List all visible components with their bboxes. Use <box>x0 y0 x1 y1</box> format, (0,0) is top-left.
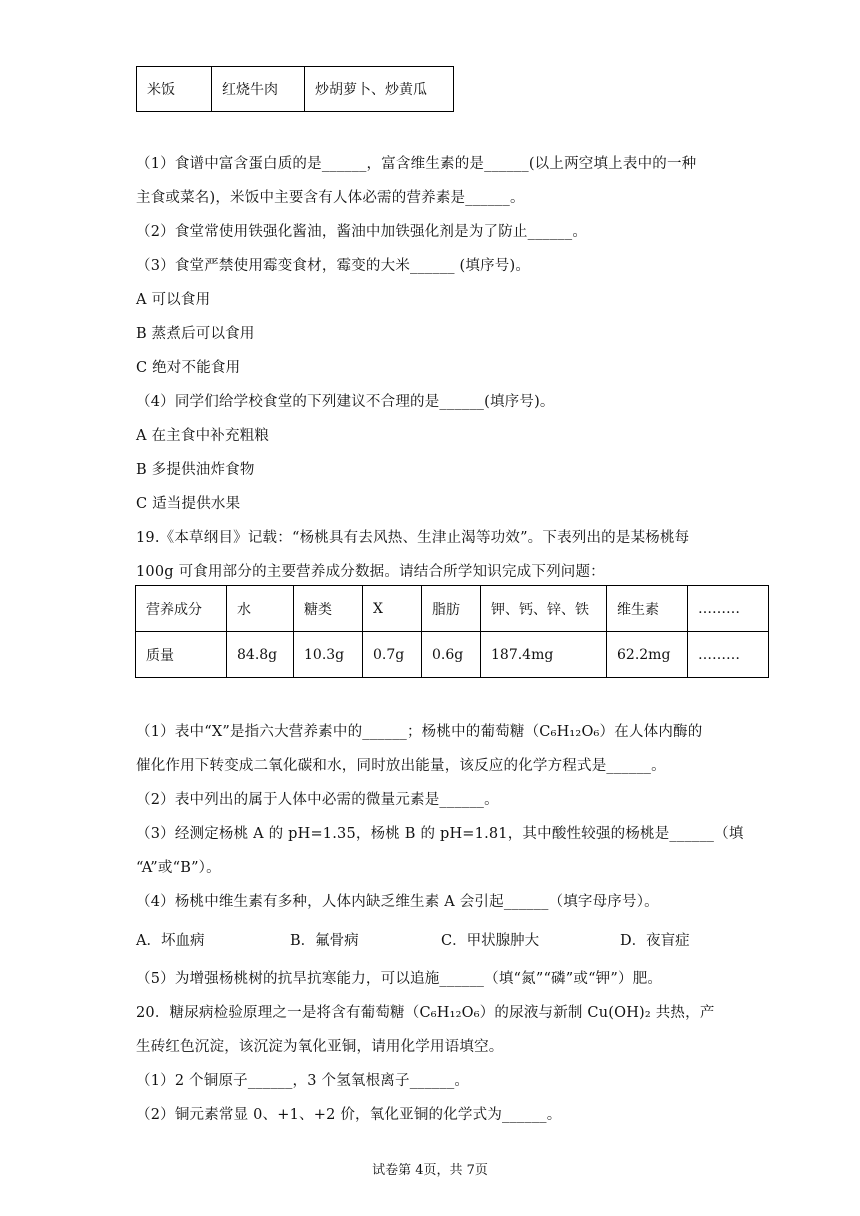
table-cell: 62.2mg <box>607 632 688 678</box>
table-cell: ……… <box>688 632 769 678</box>
q18-4-option-b: B 多提供油炸食物 <box>136 462 255 478</box>
q20-stem-line2: 生砖红色沉淀，该沉淀为氧化亚铜，请用化学用语填空。 <box>136 1039 504 1055</box>
table-cell: ……… <box>688 586 769 632</box>
table-cell: 脂肪 <box>422 586 481 632</box>
table-cell: 钾、钙、锌、铁 <box>481 586 607 632</box>
q18-4-option-a: A 在主食中补充粗粮 <box>136 428 270 444</box>
q18-4: （4）同学们给学校食堂的下列建议不合理的是______(填序号)。 <box>136 394 555 410</box>
q19-1-line2: 催化作用下转变成二氧化碳和水，同时放出能量，该反应的化学方程式是______。 <box>136 758 666 774</box>
table-cell: 84.8g <box>227 632 294 678</box>
q19-1-line1: （1）表中“X”是指六大营养素中的______；杨桃中的葡萄糖（C₆H₁₂O₆）在人体内酶的 <box>136 724 703 740</box>
q20-1: （1）2 个铜原子______，3 个氢氧根离子______。 <box>136 1073 470 1089</box>
q20-2: （2）铜元素常显 0、+1、+2 价，氧化亚铜的化学式为______。 <box>136 1107 562 1123</box>
q19-5: （5）为增强杨桃树的抗旱抗寒能力，可以追施______（填“氮”“磷”或“钾”）肥。 <box>136 971 663 987</box>
table-cell: 红烧牛肉 <box>212 67 305 112</box>
table-cell: 187.4mg <box>481 632 607 678</box>
q20-stem-line1: 20．糖尿病检验原理之一是将含有葡萄糖（C₆H₁₂O₆）的尿液与新制 Cu(OH)₂ 共热，产 <box>136 1005 715 1021</box>
table-cell: 0.7g <box>363 632 422 678</box>
q18-1-line2: 主食或菜名)，米饭中主要含有人体必需的营养素是______。 <box>136 190 525 206</box>
table-cell: X <box>363 586 422 632</box>
q19-stem-line2: 100g 可食用部分的主要营养成分数据。请结合所学知识完成下列问题： <box>136 564 605 580</box>
table-row <box>136 586 769 632</box>
q19-4: （4）杨桃中维生素有多种，人体内缺乏维生素 A 会引起______（填字母序号）。 <box>136 894 659 910</box>
table-cell: 质量 <box>136 632 227 678</box>
q19-3-line2: “A”或“B”）。 <box>136 860 221 876</box>
table-row <box>137 67 454 112</box>
table-cell: 米饭 <box>137 67 212 112</box>
table-cell: 10.3g <box>294 632 363 678</box>
q19-2: （2）表中列出的属于人体中必需的微量元素是______。 <box>136 792 499 808</box>
table-cell: 炒胡萝卜、炒黄瓜 <box>305 67 454 112</box>
table-cell: 0.6g <box>422 632 481 678</box>
table-row <box>136 632 769 678</box>
menu-table <box>136 66 454 112</box>
q19-3-line1: （3）经测定杨桃 A 的 pH=1.35，杨桃 B 的 pH=1.81，其中酸性较强的杨桃是______（填 <box>136 826 744 842</box>
table-cell: 水 <box>227 586 294 632</box>
q19-4-option-a: A．坏血病 <box>136 933 205 949</box>
table-cell: 糖类 <box>294 586 363 632</box>
q18-4-option-c: C 适当提供水果 <box>136 496 241 512</box>
page-footer: 试卷第 4页，共 7页 <box>372 1163 488 1178</box>
q18-3-option-a: A 可以食用 <box>136 292 211 308</box>
q18-2: （2）食堂常使用铁强化酱油，酱油中加铁强化剂是为了防止______。 <box>136 224 588 240</box>
q18-3-option-c: C 绝对不能食用 <box>136 360 241 376</box>
q18-1-line1: （1）食谱中富含蛋白质的是______，富含维生素的是______(以上两空填上表中的一种 <box>136 156 697 172</box>
table-cell: 维生素 <box>607 586 688 632</box>
q19-4-option-b: B．氟骨病 <box>290 933 359 949</box>
table-cell: 营养成分 <box>136 586 227 632</box>
q19-4-option-c: C．甲状腺肿大 <box>441 933 540 949</box>
q18-3: （3）食堂严禁使用霉变食材，霉变的大米______ (填序号)。 <box>136 258 531 274</box>
nutrition-table <box>135 585 769 678</box>
q19-stem-line1: 19.《本草纲目》记载：“杨桃具有去风热、生津止渴等功效”。下表列出的是某杨桃每 <box>136 530 690 546</box>
q19-4-option-d: D．夜盲症 <box>620 933 690 949</box>
q18-3-option-b: B 蒸煮后可以食用 <box>136 326 255 342</box>
